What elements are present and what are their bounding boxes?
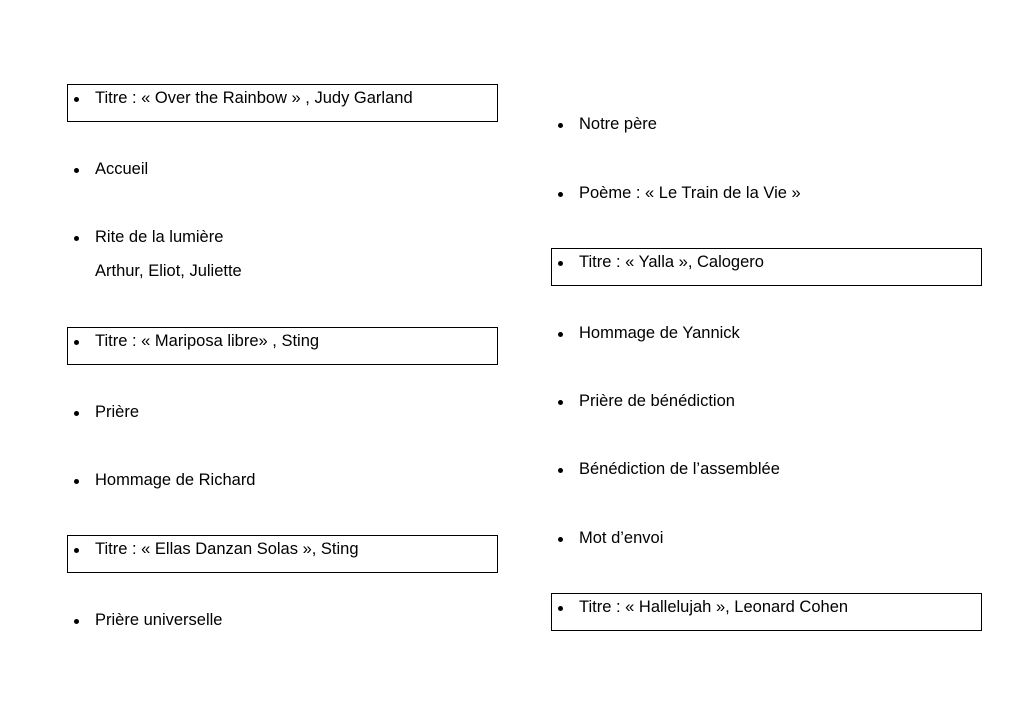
bullet-icon (558, 537, 563, 542)
list-item-subtext: Arthur, Eliot, Juliette (95, 262, 242, 280)
list-item-text: Titre : « Hallelujah », Leonard Cohen (579, 598, 849, 616)
bullet-icon (558, 468, 563, 473)
bullet-icon (74, 168, 79, 173)
list-item-text: Prière (95, 403, 140, 421)
list-item-text: Rite de la lumière (95, 228, 224, 246)
bullet-icon (74, 548, 79, 553)
bullet-icon (558, 123, 563, 128)
bullet-icon (74, 97, 79, 102)
list-item-text: Notre père (579, 115, 657, 133)
list-item-text: Titre : « Over the Rainbow » , Judy Garland (95, 89, 413, 107)
list-item-text: Accueil (95, 160, 149, 178)
list-item-text: Titre : « Ellas Danzan Solas », Sting (95, 540, 359, 558)
list-item-text: Hommage de Yannick (579, 324, 740, 342)
bullet-icon (74, 340, 79, 345)
list-item-text: Titre : « Yalla », Calogero (579, 253, 764, 271)
bullet-icon (74, 411, 79, 416)
bullet-icon (558, 192, 563, 197)
list-item-text: Titre : « Mariposa libre» , Sting (95, 332, 320, 350)
bullet-icon (74, 236, 79, 241)
bullet-icon (74, 479, 79, 484)
bullet-icon (558, 332, 563, 337)
bullet-icon (558, 261, 563, 266)
list-item-text: Prière universelle (95, 611, 223, 629)
bullet-icon (74, 619, 79, 624)
list-item-text: Prière de bénédiction (579, 392, 735, 410)
bullet-icon (558, 606, 563, 611)
bullet-icon (558, 400, 563, 405)
list-item-text: Poème : « Le Train de la Vie » (579, 184, 801, 202)
list-item-text: Bénédiction de l’assemblée (579, 460, 780, 478)
list-item-text: Mot d’envoi (579, 529, 664, 547)
list-item-text: Hommage de Richard (95, 471, 256, 489)
